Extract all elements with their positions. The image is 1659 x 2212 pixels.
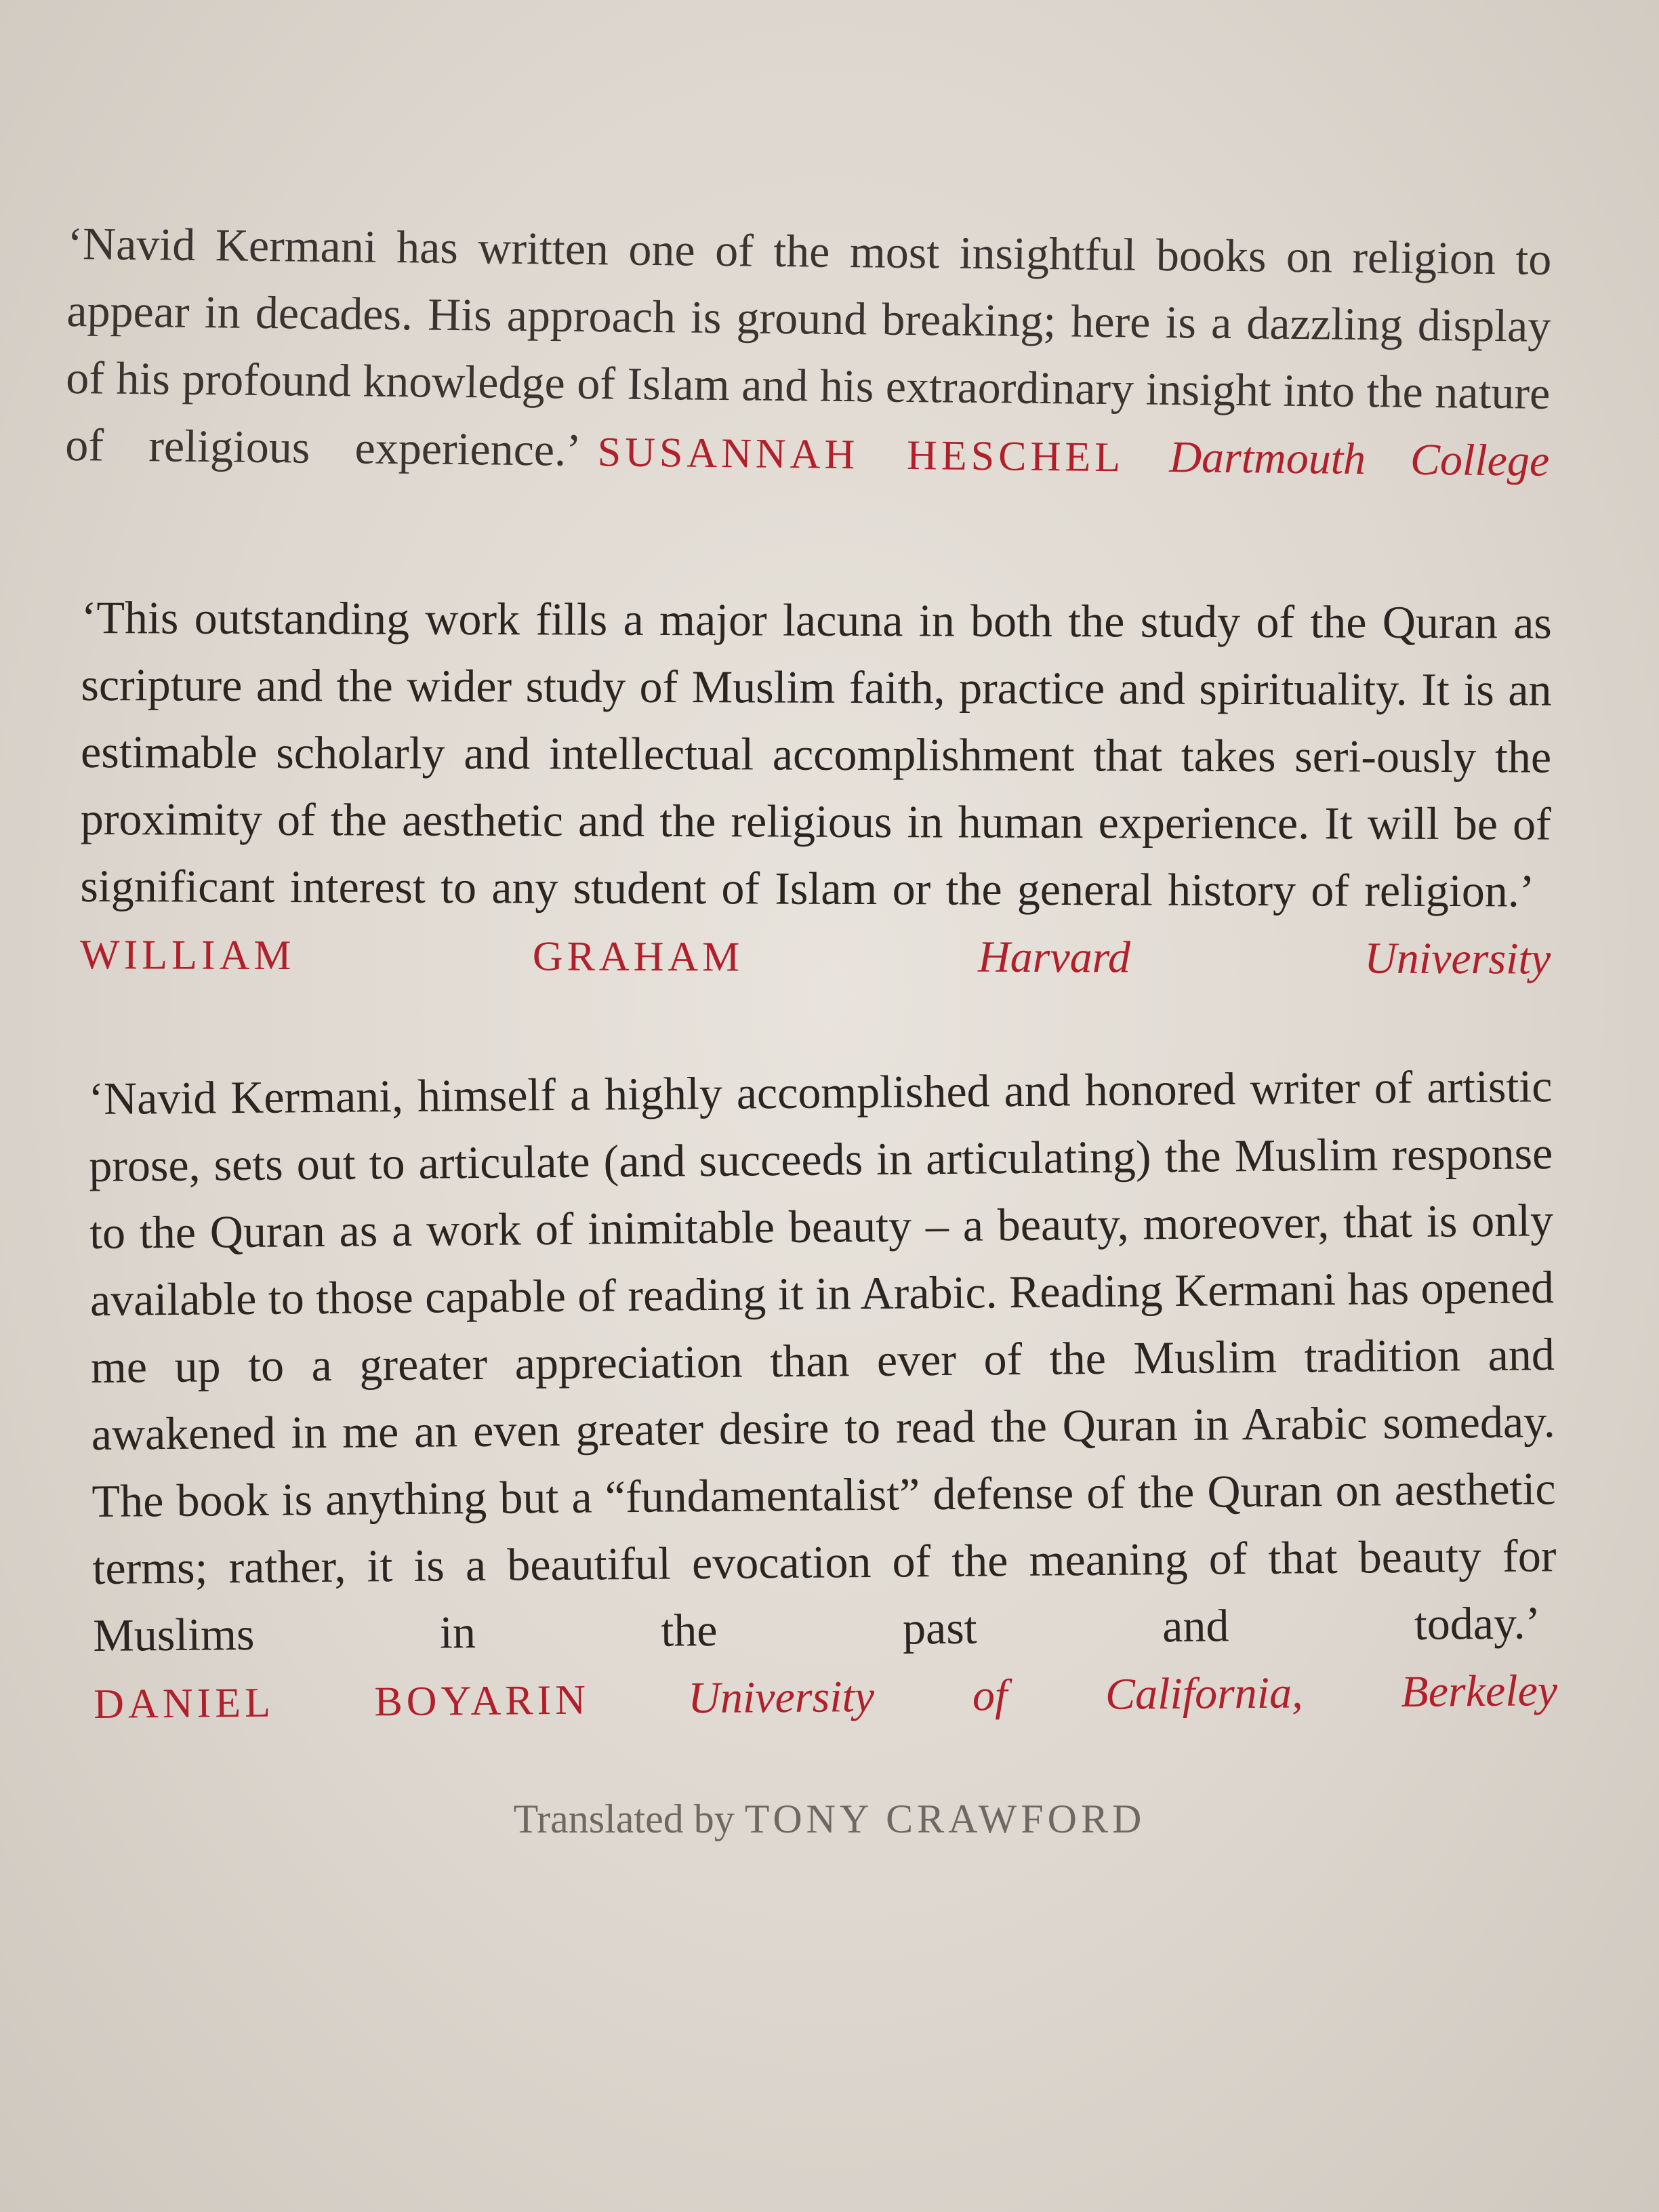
blurb-attribution [94,1664,1558,1728]
blurb-quote: ‘This outstanding work fills a major lacuna in both the study of the Quran as scripture and the wider study of Muslim faith, practice and spirituality. It is an estimable scholarly and intellectual accomplishment that takes seri-ously the proximity of the aesthetic and the religious in human experience. It will be of significant interest to any student of Islam or the general history of religion.’ [80,591,1552,917]
blurb-attribution [80,927,1551,984]
blurb-heschel [65,210,1552,496]
translator-name: TONY CRAWFORD [744,1797,1146,1841]
blurb-institution: Harvard University [977,932,1551,984]
blurb-institution: Dartmouth College [1169,432,1550,486]
blurb-boyarin [88,1052,1558,1738]
blurb-author: SUSANNAH HESCHEL [597,429,1125,481]
blurb-attribution [597,424,1549,486]
blurb-quote: ‘Navid Kermani, himself a highly accomplished and honored writer of artistic prose, sets out to articulate (and succeeds in articulating) the Muslim response to the Quran as a work of inimitable beauty – a beauty, moreover, that is only available to those capable of reading it in Arabic. Reading Kermani has opened me up to a greater appreciation than ever of the Muslim tradition and awakened in me an even greater desire to read the Quran in Arabic someday. The book is anything but a “fundamentalist” defense of the Quran on aesthetic terms; rather, it is a beautiful evocation of the meaning of that beauty for Muslims in the past and today.’ [88,1060,1557,1661]
blurb-author: DANIEL BOYARIN [93,1677,590,1727]
blurb-graham [80,584,1552,994]
translator-prefix: Translated by [513,1797,735,1841]
blurb-quote: ‘Navid Kermani has written one of the most insightful books on religion to appear in decades. His approach is ground breaking; here is a dazzling display of his profound knowledge of Islam and his extraordinary insight into the nature of religious experience.’ [64,217,1552,476]
translator-credit [0,1796,1659,1843]
blurb-author: WILLIAM GRAHAM [79,931,744,981]
blurb-institution: University of California, Berkeley [687,1666,1558,1723]
